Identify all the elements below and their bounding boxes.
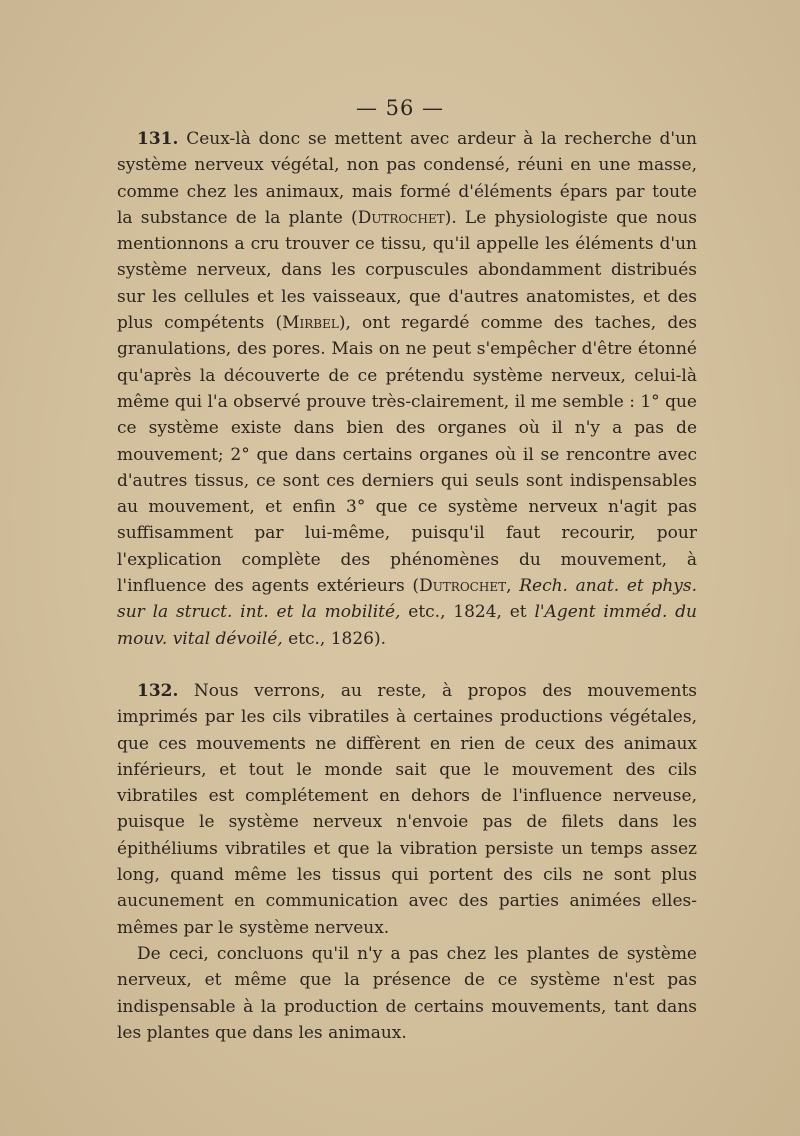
work-title: Rech. anat. et phys. sur la struct. int. et la mobilité, <box>117 576 697 623</box>
text-segment: De ceci, concluons qu'il n'y a pas chez les plantes de système nerveux, et même que la présence de ce système n'est pas indispensable à la production de certains mouvements, tant dans les plantes que dans les animaux. <box>117 943 697 1043</box>
author-name: Mirbel <box>282 313 339 334</box>
text-segment: ). Le physiologiste que nous mentionnons a cru trouver ce tissu, qu'il appelle les éléments d'un système nerveux, dans les corpuscules abondamment distribués sur les cellules et les vaisseaux, que d'autres anatomistes, et des plus compétents ( <box>117 207 698 334</box>
text-segment: etc., 1826). <box>282 628 386 649</box>
text-segment: ), ont regardé comme des taches, des granulations, des pores. Mais on ne peut s'empêcher d'être étonné qu'après la découverte de ce prétendu système nerveux, celui-là même qui l'a observé prouve très-clairement, il me semble : 1° que ce système existe dans bien des organes où il n'y a pas de mouvement; 2° que dans certains organes où il se rencontre avec d'autres tissus, ce sont ces derniers qui seuls sont indispensables au mouvement, et enfin 3° que ce système nerveux n'agit pas suffisamment par lui-même, puisqu'il faut recourir, pour l'explication complète des phénomènes du mouvement, à l'influence des agents extérieurs ( <box>117 313 697 597</box>
text-segment: Ceux-là donc se mettent avec ardeur à la recherche d'un système nerveux végétal, non pas condensé, réuni en une masse, comme chez les animaux, mais formé d'éléments épars par toute la substance de la plante ( <box>117 129 697 228</box>
text-segment: , <box>506 576 520 597</box>
text-segment: Nous verrons, au reste, à propos des mouvements imprimés par les cils vibratiles à certaines productions végétales, que ces mouvements ne diffèrent en rien de ceux des animaux inférieurs, et tout le monde sait que le mouvement des cils vibratiles est complétement en dehors de l'influence nerveuse, puisque le système nerveux n'envoie pas de filets dans les épithéliums vibratiles et que la vibration persiste un temps assez long, quand même les tissus qui portent des cils ne sont plus aucunement en communication avec des parties animées elles-mêmes par le système nerveux. <box>117 680 697 938</box>
paragraph-132 <box>117 678 697 941</box>
paragraph-number: 131. <box>137 129 179 149</box>
paragraph-number: 132. <box>137 680 179 701</box>
text-segment: etc., 1824, et <box>400 602 535 623</box>
work-title: l'Agent imméd. du mouv. vital dévoilé, <box>117 602 697 649</box>
author-name: Dutrochet <box>357 207 445 228</box>
author-name: Dutrochet <box>419 576 507 597</box>
page-number: — 56 — <box>355 96 445 120</box>
paragraph-conclusion <box>117 941 697 1046</box>
paragraph-131 <box>117 126 697 652</box>
body-text <box>117 126 697 1046</box>
